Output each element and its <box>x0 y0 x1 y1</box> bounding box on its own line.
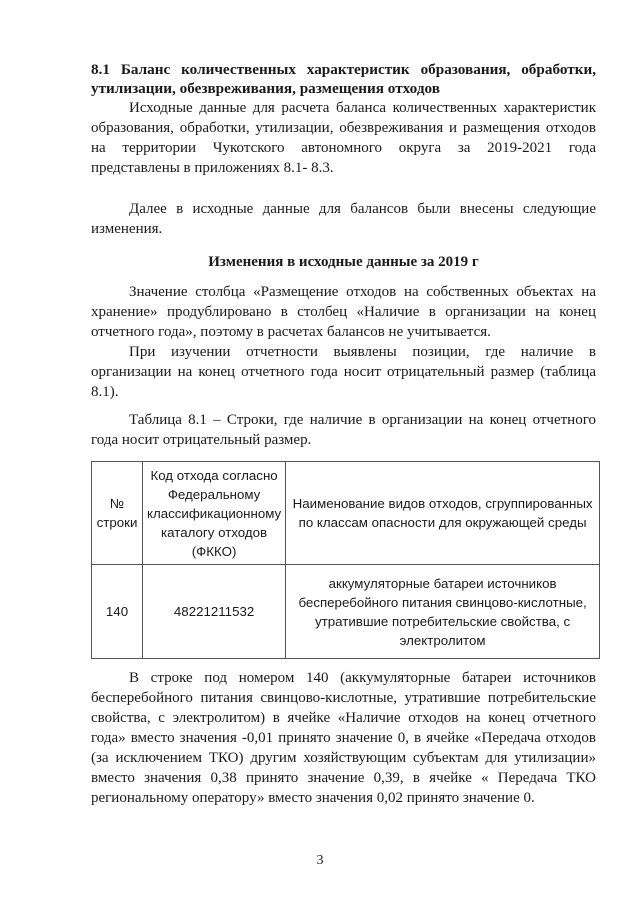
cell-waste-name: аккумуляторные батареи источников бесперебойного питания свинцово-кислотные, утратившие потребительские свойства, с электролитом <box>286 565 600 659</box>
paragraph-changes-intro: Далее в исходные данные для балансов были внесены следующие изменения. <box>91 201 596 237</box>
table-row <box>92 565 600 659</box>
section-heading: 8.1 Баланс количественных характеристик образования, обработки, утилизации, обезвреживания, размещения отходов <box>91 61 596 97</box>
paragraph-negative-positions: При изучении отчетности выявлены позиции, где наличие в организации на конец отчетного года носит отрицательный размер (таблица 8.1). <box>91 344 596 400</box>
page-number: 3 <box>316 853 324 868</box>
header-row-number: № строки <box>92 462 143 565</box>
waste-table <box>91 461 600 659</box>
cell-row-number: 140 <box>92 565 143 659</box>
subheading-2019-changes: Изменения в исходные данные за 2019 г <box>208 254 479 270</box>
cell-fkko-code: 48221211532 <box>143 565 286 659</box>
paragraph-storage-column: Значение столбца «Размещение отходов на собственных объектах на хранение» продублировано в столбец «Наличие в организации на конец отчетного года», поэтому в расчетах балансов не учитывается. <box>91 284 596 340</box>
header-waste-name: Наименование видов отходов, сгруппированных по классам опасности для окружающей среды <box>286 462 600 565</box>
header-fkko-code: Код отхода согласно Федеральному классификационному каталогу отходов (ФККО) <box>143 462 286 565</box>
paragraph-row-140-corrections: В строке под номером 140 (аккумуляторные батареи источников бесперебойного питания свинцово-кислотные, утратившие потребительские свойства, с электролитом) в ячейке «Наличие отходов на конец отчетного года» вместо значения -0,01 принято значение 0, в ячейке «Передача отходов (за исключением ТКО) другим хозяйствующим субъектам для утилизации» вместо значения 0,38 принято значение 0,39, в ячейке « Передача ТКО региональному оператору» вместо значения 0,02 принято значение 0. <box>91 670 596 806</box>
paragraph-source-data: Исходные данные для расчета баланса количественных характеристик образования, обработки, утилизации, обезвреживания и размещения отходов на территории Чукотского автономного округа за 2019-2021 года представлены в приложениях 8.1- 8.3. <box>91 100 596 176</box>
table-caption: Таблица 8.1 – Строки, где наличие в организации на конец отчетного года носит отрицательный размер. <box>91 412 596 448</box>
table-header-row <box>92 462 600 565</box>
